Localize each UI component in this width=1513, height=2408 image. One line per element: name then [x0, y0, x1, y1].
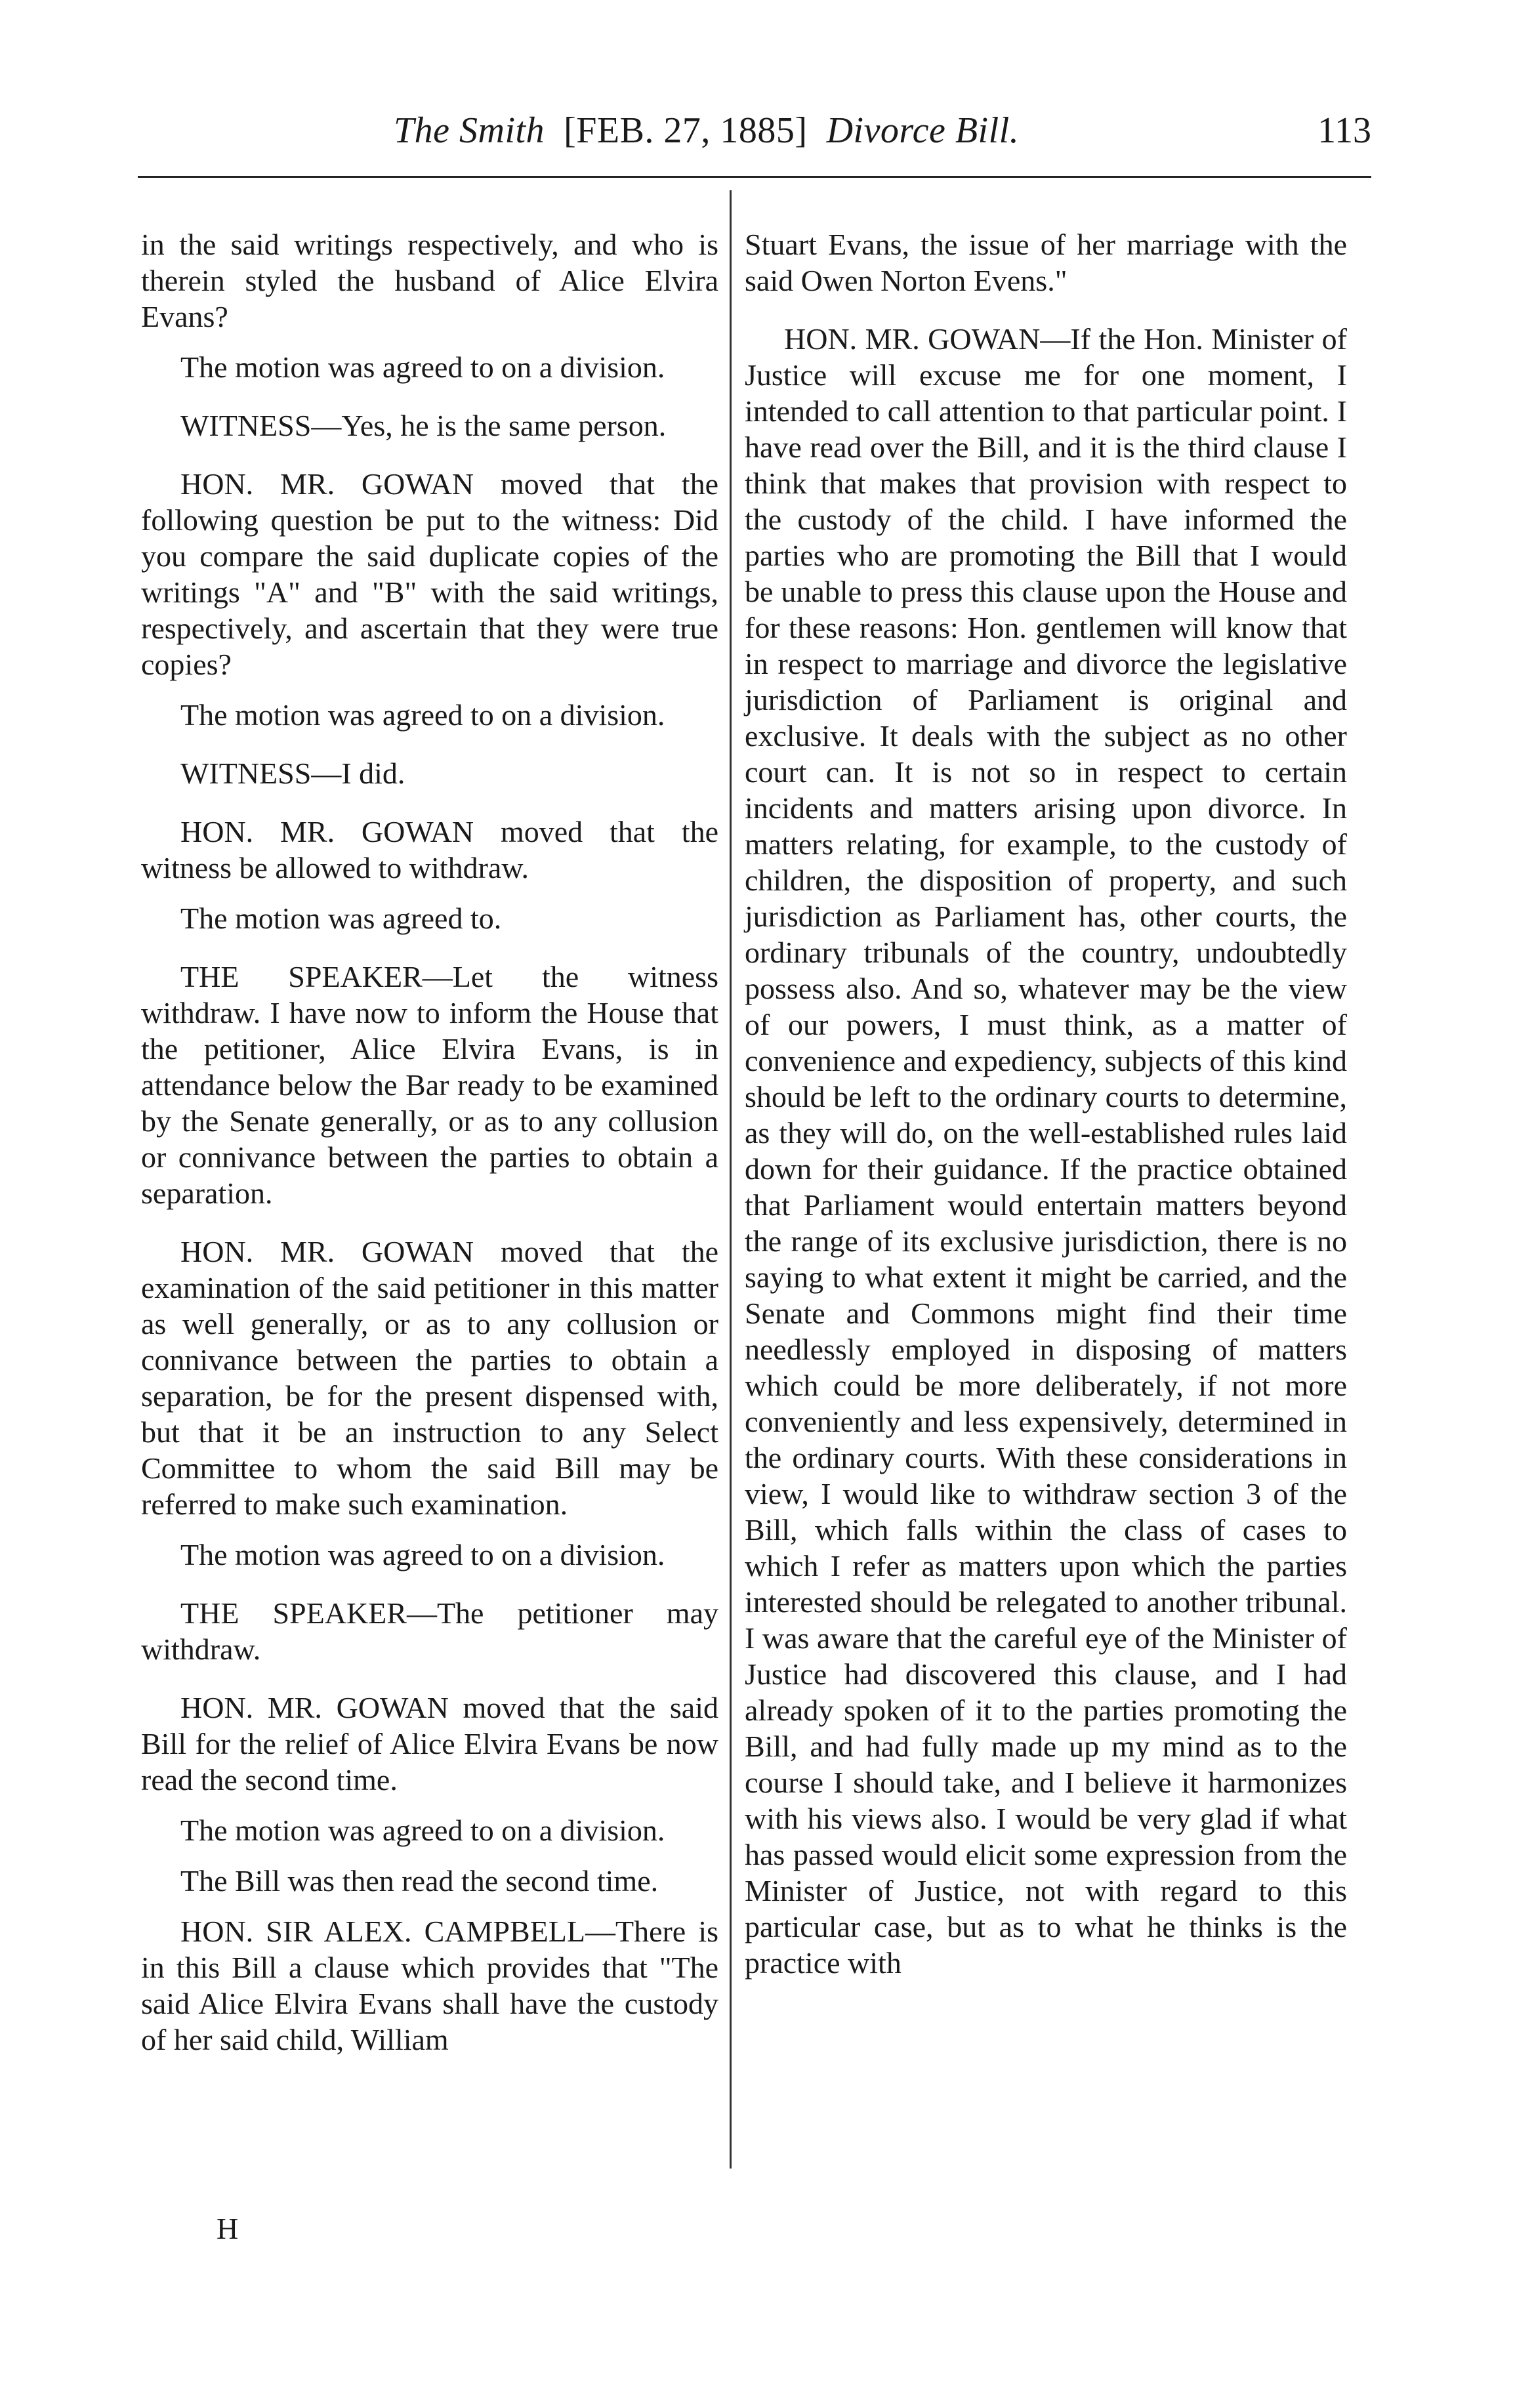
paragraph: THE SPEAKER—Let the witness withdraw. I have now to inform the House that the petitioner, Alice Elvira Evans, is in attendance below the Bar ready to be examined by the Senate generally, or as to any collusion or connivance between the parties to obtain a separation.	[141, 960, 718, 1210]
paragraph: HON. MR. GOWAN moved that the witness be allowed to withdraw.	[141, 815, 718, 884]
paragraph: in the said writings respectively, and who is therein styled the husband of Alice Elvira Evans?	[141, 228, 718, 333]
paragraph: THE SPEAKER—The petitioner may withdraw.	[141, 1596, 718, 1666]
running-head-date: [FEB. 27, 1885]	[564, 110, 808, 151]
right-column	[745, 226, 1347, 2003]
paragraph: The motion was agreed to on a division.	[180, 698, 665, 732]
paragraph: WITNESS—I did.	[180, 757, 405, 790]
signature-mark: H	[217, 2212, 239, 2245]
paragraph: WITNESS—Yes, he is the same person.	[180, 409, 667, 442]
paragraph: HON. MR. GOWAN moved that the said Bill for the relief of Alice Elvira Evans be now read the second time.	[141, 1691, 718, 1796]
paragraph: The motion was agreed to on a division.	[180, 350, 665, 384]
paragraph: HON. SIR ALEX. CAMPBELL—There is in this Bill a clause which provides that "The said Alice Elvira Evans shall have the custody of her said child, William	[141, 1915, 718, 2056]
running-head-right: Divorce Bill.	[826, 110, 1020, 151]
paragraph: The motion was agreed to.	[180, 902, 502, 935]
paragraph: The motion was agreed to on a division.	[180, 1814, 665, 1847]
running-head-left: The Smith	[394, 110, 545, 151]
header-rule	[138, 176, 1371, 178]
page-header	[118, 102, 1371, 167]
paragraph: The motion was agreed to on a division.	[180, 1538, 665, 1571]
column-divider	[730, 190, 732, 2169]
left-column	[141, 226, 718, 2072]
paragraph: HON. MR. GOWAN—If the Hon. Minister of Justice will excuse me for one moment, I intended to call attention to that particular point. I have read over the Bill, and it is the third clause I think that makes that provision with respect to the custody of the child. I have informed the parties who are promoting the Bill that I would be unable to press this clause upon the House and for these reasons: Hon. gentlemen will know that in respect to marriage and divorce the legislative jurisdiction of Parliament is original and exclusive. It deals with the subject as no other court can. It is not so in respect to certain incidents and matters arising upon divorce. In matters relating, for example, to the custody of children, the disposition of property, and such jurisdiction as Parliament has, other courts, the ordinary tribunals of the country, undoubtedly possess also. And so, whatever may be the view of our powers, I must think, as a matter of convenience and expediency, subjects of this kind should be left to the ordinary courts to determine, as they will do, on the well-established rules laid down for their guidance. If the practice obtained that Parliament would entertain matters beyond the range of its exclusive jurisdiction, there is no saying to what extent it might be carried, and the Senate and Commons might find their time needlessly employed in disposing of matters which could be more deliberately, if not more conveniently and less expensively, determined in the ordinary courts. With these considerations in view, I would like to withdraw section 3 of the Bill, which falls within the class of cases to which I refer as matters upon which the parties interested should be relegated to another tribunal. I was aware that the careful eye of the Minister of Justice had discovered this clause, and I had already spoken of it to the parties promoting the Bill, and had fully made up my mind as to the course I should take, and I believe it harmonizes with his views also. I would be very glad if what has passed would elicit some expression from the Minister of Justice, not with regard to this particular case, but as to what he thinks is the practice with	[745, 322, 1348, 1980]
paragraph: Stuart Evans, the issue of her marriage with the said Owen Norton Evens."	[745, 228, 1347, 297]
paragraph: HON. MR. GOWAN moved that the examination of the said petitioner in this matter as well generally, or as to any collusion or connivance between the parties to obtain a separation, be for the present dispensed with, but that it be an instruction to any Select Committee to whom the said Bill may be referred to make such examination.	[141, 1235, 718, 1521]
page-number: 113	[1317, 110, 1371, 151]
paragraph: The Bill was then read the second time.	[180, 1864, 659, 1898]
running-head	[394, 110, 1019, 152]
paragraph: HON. MR. GOWAN moved that the following question be put to the witness: Did you compare the said duplicate copies of the writings "A" and "B" with the said writings, respectively, and ascertain that they were true copies?	[141, 467, 718, 681]
